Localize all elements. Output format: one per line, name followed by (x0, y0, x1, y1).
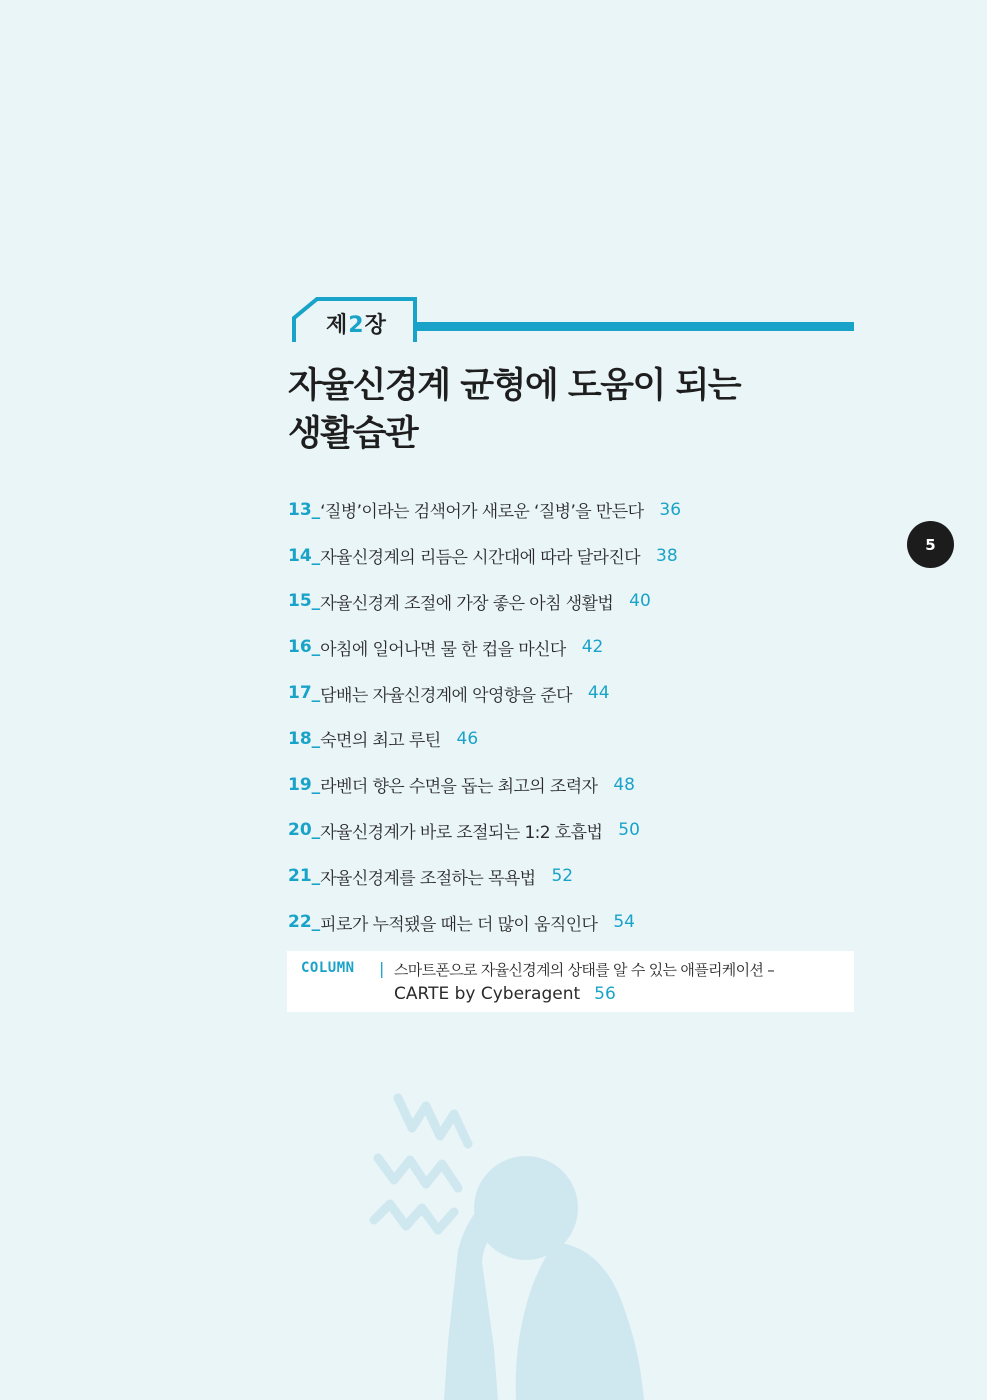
chapter-suffix: 장 (364, 313, 387, 338)
toc-item-page: 42 (581, 637, 604, 658)
toc-item-page: 38 (656, 545, 678, 566)
toc-item-page: 40 (629, 591, 651, 612)
column-title-line2 (394, 984, 616, 1004)
chapter-prefix: 제 (326, 313, 349, 338)
toc-item-page: 44 (587, 683, 610, 704)
toc-item-number: 16_ (288, 637, 321, 658)
toc-item-page: 52 (551, 866, 574, 887)
column-tag: COLUMN (301, 960, 355, 976)
chapter-title-line2: 생활습관 (288, 414, 418, 454)
column-box[interactable] (287, 951, 854, 1012)
column-app-name: CARTE by Cyberagent (394, 984, 581, 1004)
toc-item-title: 피로가 누적됐을 때는 더 많이 움직인다 (320, 914, 598, 935)
toc-item[interactable] (288, 762, 848, 808)
table-of-contents (288, 487, 848, 945)
toc-item-page: 50 (618, 820, 640, 841)
pain-zigzag-middle-icon (378, 1158, 458, 1188)
column-title-line1: 스마트폰으로 자율신경계의 상태를 알 수 있는 애플리케이션 – (394, 961, 775, 979)
toc-item[interactable] (288, 670, 848, 716)
column-page: 56 (594, 984, 616, 1004)
toc-item[interactable] (288, 853, 848, 899)
toc-item-title: 자율신경계 조절에 가장 좋은 아침 생활법 (320, 593, 614, 614)
toc-item[interactable] (288, 808, 848, 854)
person-silhouette (444, 1156, 644, 1400)
toc-item[interactable] (288, 579, 848, 625)
toc-item[interactable] (288, 716, 848, 762)
chapter-title (288, 362, 888, 458)
toc-item-title: 자율신경계를 조절하는 목욕법 (320, 868, 536, 889)
toc-item-page: 54 (613, 912, 635, 933)
toc-item-page: 36 (659, 499, 682, 520)
chapter-number: 2 (348, 313, 365, 338)
chapter-title-line1: 자율신경계 균형에 도움이 되는 (288, 366, 741, 406)
toc-item-number: 17_ (288, 683, 321, 704)
toc-item-title: 담배는 자율신경계에 악영향을 준다 (320, 685, 572, 706)
toc-item-title: 자율신경계가 바로 조절되는 1:2 호흡법 (320, 822, 603, 843)
toc-item-number: 22_ (288, 912, 321, 933)
toc-item-number: 14_ (288, 545, 321, 566)
chapter-label (326, 308, 387, 339)
toc-item-number: 18_ (288, 728, 321, 749)
toc-item[interactable] (288, 624, 848, 670)
toc-item[interactable] (288, 487, 848, 533)
toc-item-number: 15_ (288, 591, 321, 612)
toc-item-title: 자율신경계의 리듬은 시간대에 따라 달라진다 (320, 548, 641, 569)
toc-item-title: 라벤더 향은 수면을 돕는 최고의 조력자 (320, 777, 598, 798)
chapter-tab (290, 296, 860, 344)
toc-item-number: 20_ (288, 820, 321, 841)
toc-item-page: 46 (456, 728, 479, 749)
pain-zigzag-bottom-icon (374, 1204, 454, 1230)
pain-zigzag-top-icon (398, 1098, 468, 1144)
column-separator: | (379, 959, 385, 978)
toc-item-title: 아침에 일어나면 물 한 컵을 마신다 (320, 639, 566, 660)
page-number-badge: 5 (907, 521, 954, 568)
toc-item-number: 21_ (288, 866, 321, 887)
toc-item[interactable] (288, 533, 848, 579)
headache-person-icon (360, 1080, 680, 1400)
toc-item[interactable] (288, 899, 848, 945)
toc-item-number: 19_ (288, 774, 321, 795)
toc-item-page: 48 (613, 774, 635, 795)
toc-item-title: 숙면의 최고 루틴 (320, 731, 441, 752)
toc-item-number: 13_ (288, 499, 321, 520)
toc-item-title: ‘질병’이라는 검색어가 새로운 ‘질병’을 만든다 (320, 502, 644, 523)
